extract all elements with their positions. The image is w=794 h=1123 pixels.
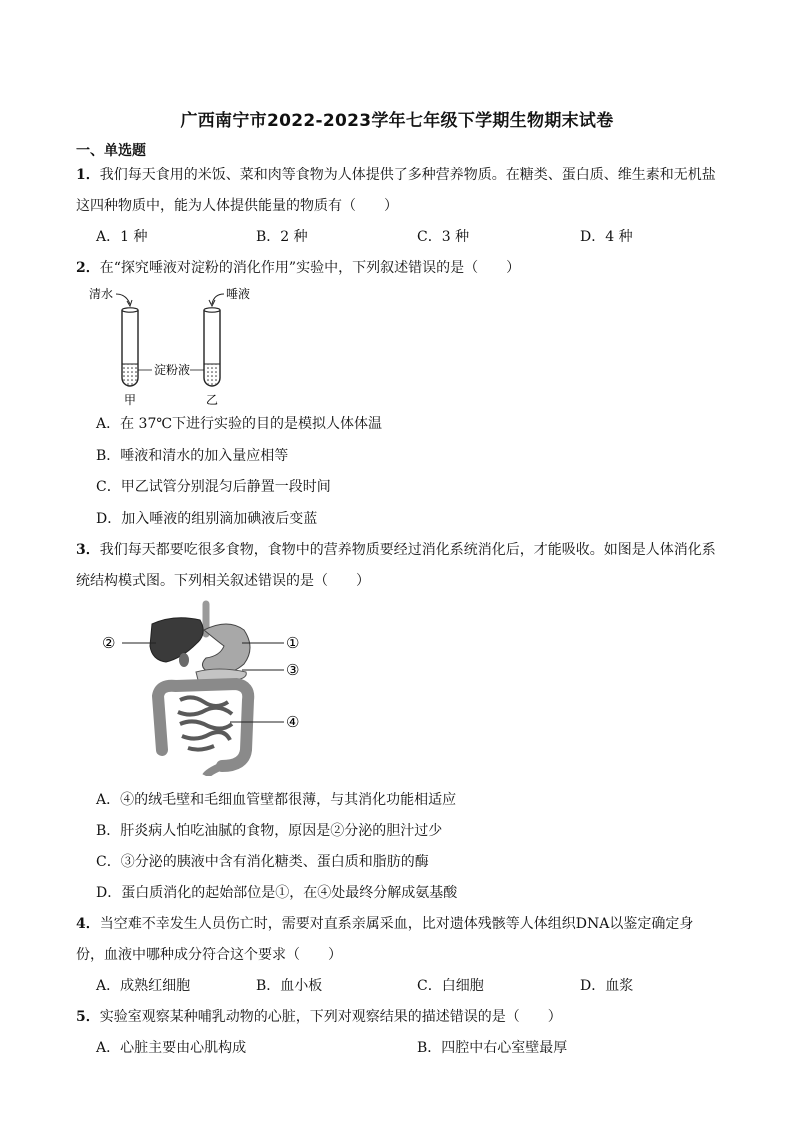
question-3-line1 [76, 540, 716, 560]
question-1-line1 [76, 165, 716, 185]
question-1-text: 我们每天食用的米饭、菜和肉等食物为人体提供了多种营养物质。在糖类、蛋白质、维生素和无机盐 [99, 167, 716, 183]
question-3-number: 3． [76, 542, 100, 558]
q2-option-a[interactable]: A．在 37℃下进行实验的目的是模拟人体体温 [96, 416, 383, 432]
label-water: 清水 [89, 287, 114, 301]
question-2-text: 在“探究唾液对淀粉的消化作用”实验中，下列叙述错误的是（ ） [99, 260, 521, 276]
test-tube-jia [122, 308, 138, 386]
q1-option-b[interactable]: B．2 种 [256, 229, 308, 245]
q3-option-c[interactable]: C．③分泌的胰液中含有消化糖类、蛋白质和脂肪的酶 [96, 854, 429, 870]
label-starch-solution: 淀粉液 [154, 363, 191, 377]
digestive-system-figure [96, 600, 316, 776]
question-1-line2: 这四种物质中，能为人体提供能量的物质有（ ） [76, 198, 398, 214]
q2-option-c[interactable]: C．甲乙试管分别混匀后静置一段时间 [96, 479, 331, 495]
question-5-number: 5． [76, 1009, 100, 1025]
question-3-text: 我们每天都要吃很多食物，食物中的营养物质要经过消化系统消化后，才能吸收。如图是人体消化系 [99, 542, 716, 558]
label-saliva: 唾液 [226, 287, 251, 301]
q2-option-d[interactable]: D．加入唾液的组别滴加碘液后变蓝 [96, 511, 318, 527]
question-3-line2: 统结构模式图。下列相关叙述错误的是（ ） [76, 573, 370, 589]
question-2-number: 2． [76, 260, 100, 276]
question-4-line2: 份，血液中哪种成分符合这个要求（ ） [76, 947, 342, 963]
q4-option-a[interactable]: A．成熟红细胞 [96, 978, 191, 994]
q3-option-b[interactable]: B．肝炎病人怕吃油腻的食物，原因是②分泌的胆汁过少 [96, 823, 443, 839]
section-heading: 一、单选题 [76, 143, 146, 159]
label-1-stomach: ① [286, 634, 300, 652]
q4-option-b[interactable]: B．血小板 [256, 978, 323, 994]
page-title: 广西南宁市2022-2023学年七年级下学期生物期末试卷 [180, 111, 614, 131]
label-tube-jia: 甲 [124, 393, 137, 407]
q4-option-c[interactable]: C．白细胞 [417, 978, 484, 994]
question-1-number: 1． [76, 167, 100, 183]
label-3-pancreas: ③ [286, 661, 300, 679]
q2-option-b[interactable]: B．唾液和清水的加入量应相等 [96, 448, 289, 464]
question-4-text: 当空难不幸发生人员伤亡时，需要对直系亲属采血，比对遗体残骸等人体组织DNA以鉴定确定身 [99, 916, 694, 932]
question-4-line1 [76, 914, 693, 934]
test-tubes-figure [86, 282, 266, 410]
q1-option-d[interactable]: D．4 种 [580, 229, 633, 245]
q3-option-a[interactable]: A．④的绒毛壁和毛细血管壁都很薄，与其消化功能相适应 [96, 792, 457, 808]
q5-option-b[interactable]: B．四腔中右心室壁最厚 [417, 1040, 568, 1056]
question-4-number: 4． [76, 916, 100, 932]
question-5-line1 [76, 1007, 562, 1027]
q3-option-d[interactable]: D．蛋白质消化的起始部位是①，在④处最终分解成氨基酸 [96, 885, 458, 901]
test-tube-yi [204, 308, 220, 386]
label-tube-yi: 乙 [206, 393, 219, 407]
q1-option-c[interactable]: C．3 种 [417, 229, 470, 245]
q4-option-d[interactable]: D．血浆 [580, 978, 634, 994]
question-2-line1 [76, 258, 520, 278]
label-4-small-intestine: ④ [286, 713, 300, 731]
q5-option-a[interactable]: A．心脏主要由心肌构成 [96, 1040, 247, 1056]
question-5-text: 实验室观察某种哺乳动物的心脏，下列对观察结果的描述错误的是（ ） [99, 1009, 562, 1025]
q1-option-a[interactable]: A．1 种 [96, 229, 148, 245]
label-2-liver: ② [102, 634, 116, 652]
